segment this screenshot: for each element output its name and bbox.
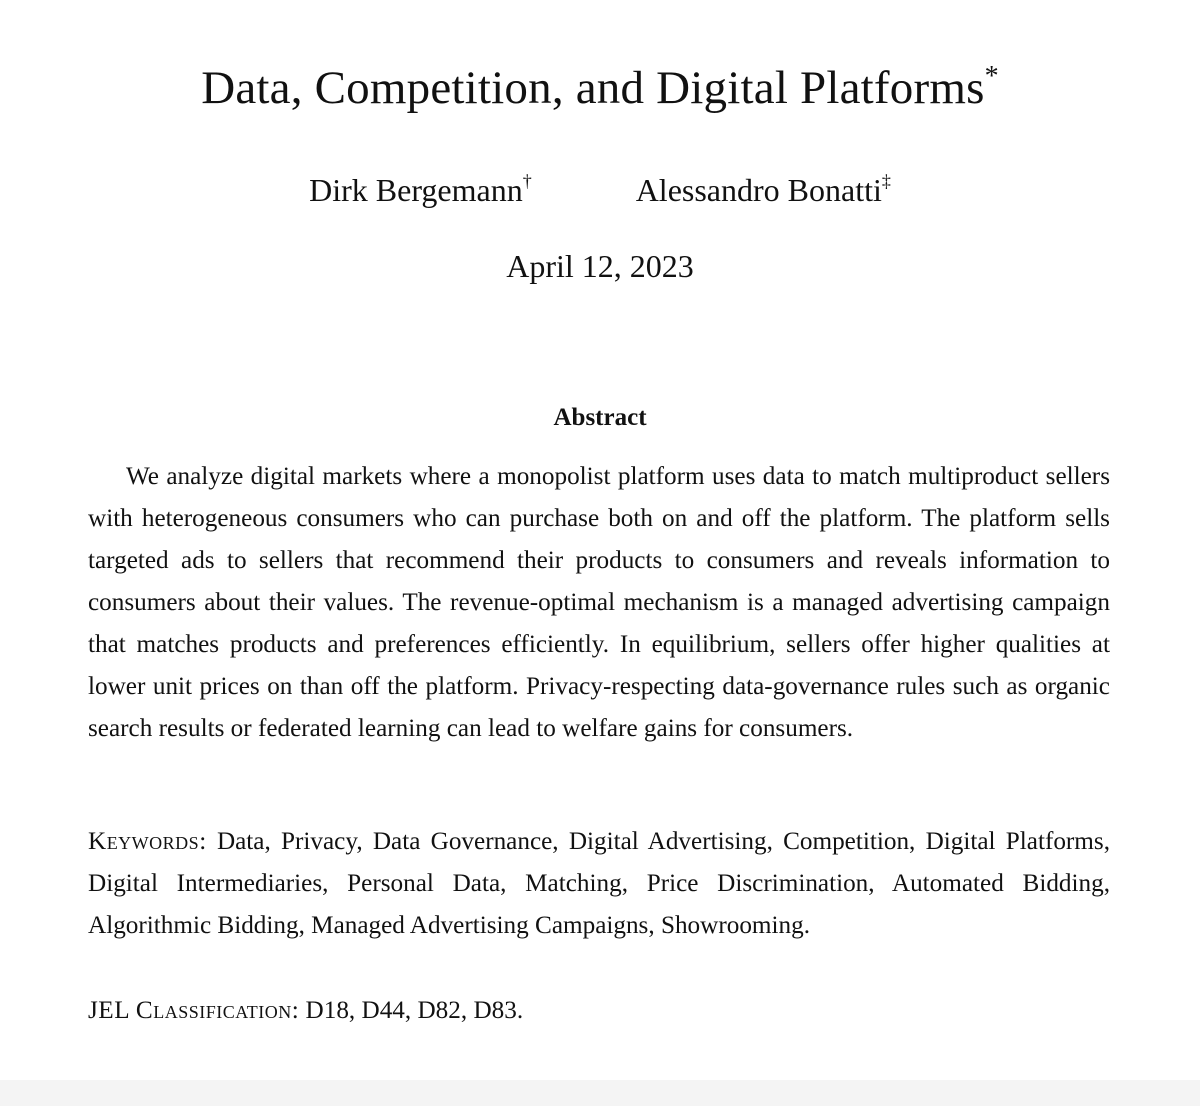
abstract-heading: Abstract [553, 404, 647, 431]
keywords-text: Data, Privacy, Data Governance, Digital Advertising, Competition, Digital Platforms, Digital Intermediaries, Personal Data, Matching, Price Discrimination, Automated Bidding, Algorithmic Bidding, Managed Advertising Campaigns, Showrooming. [88, 828, 1111, 939]
author-1-footnote-mark: † [522, 171, 532, 191]
jel-label: JEL Classification: [88, 997, 300, 1024]
author-2-footnote-mark: ‡ [881, 171, 891, 191]
jel-codes: D18, D44, D82, D83. [305, 997, 524, 1024]
author-2-name: Alessandro Bonatti [635, 172, 882, 208]
author-1 [309, 170, 532, 210]
keywords-label: Keywords: [88, 828, 207, 855]
page-bottom-margin [0, 1080, 1200, 1106]
paper-title [0, 60, 1200, 116]
paper-date: April 12, 2023 [506, 248, 694, 284]
title-footnote-mark: * [984, 61, 999, 92]
abstract-text: We analyze digital markets where a monopolist platform uses data to match multiproduct sellers with heterogeneous consumers who can purchase both on and off the platform. The platform sells targeted ads to sellers that recommend their products to consumers and reveals information to consumers about their values. The revenue-optimal mechanism is a managed advertising campaign that matches products and preferences efficiently. In equilibrium, sellers offer higher qualities at lower unit prices on than off the platform. Privacy-respecting data-governance rules such as organic search results or federated learning can lead to welfare gains for consumers. [88, 463, 1110, 742]
jel-classification [88, 990, 1110, 1032]
keywords-section [88, 821, 1110, 947]
author-1-name: Dirk Bergemann [309, 172, 523, 208]
author-2 [636, 170, 891, 210]
paper-title-text: Data, Competition, and Digital Platforms [201, 62, 985, 114]
author-list [0, 170, 1200, 210]
